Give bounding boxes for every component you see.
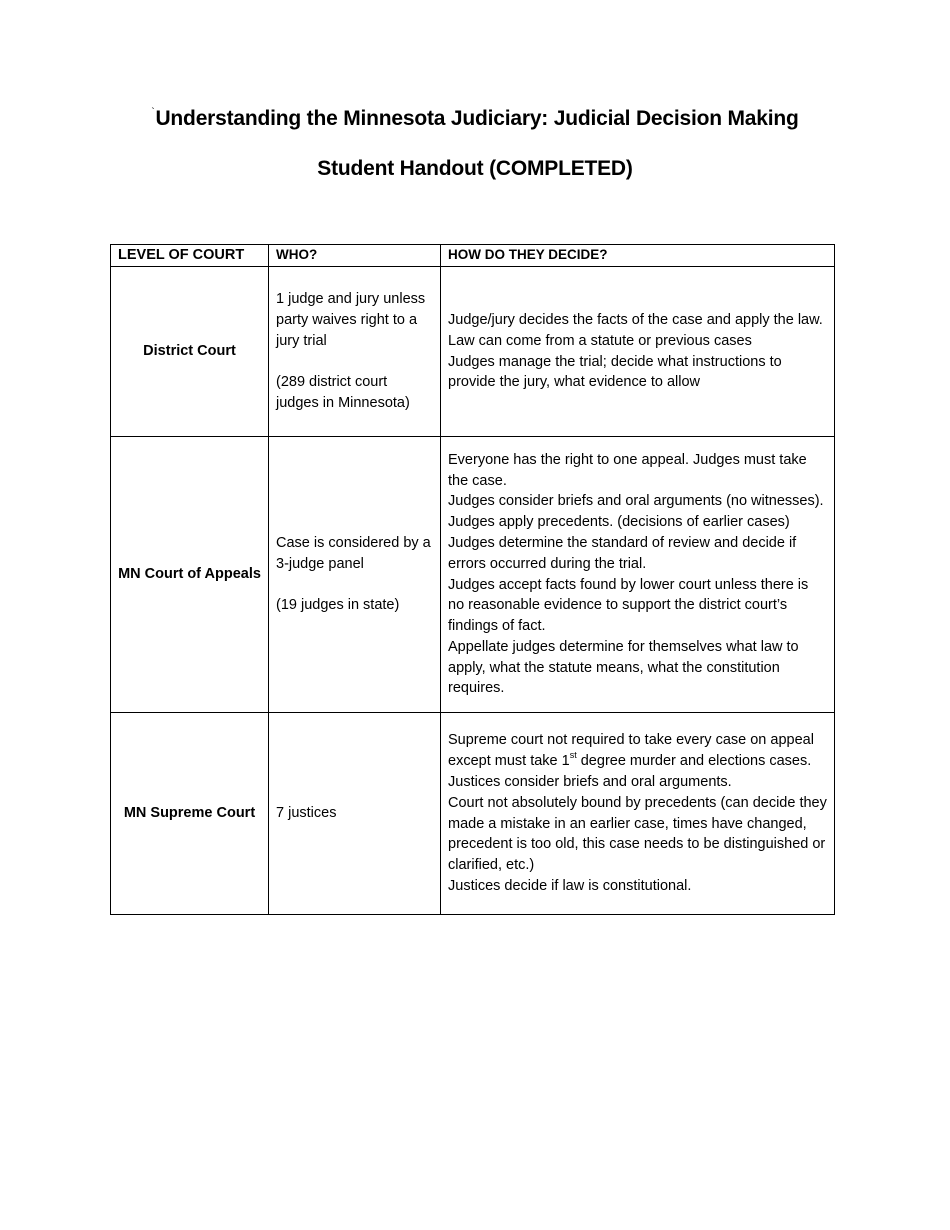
how-line: Law can come from a statute or previous cases — [448, 332, 752, 349]
handout-title — [0, 107, 950, 131]
level-cell: MN Court of Appeals — [111, 437, 269, 713]
table-row-supreme-court — [111, 713, 835, 915]
level-cell: District Court — [111, 267, 269, 437]
how-cell — [441, 713, 835, 915]
how-line: Everyone has the right to one appeal. Judges must take the case. — [448, 451, 807, 489]
how-line: Judges accept facts found by lower court unless there is no reasonable evidence to support the district court’s findings of fact. — [448, 576, 809, 635]
how-line: Justices consider briefs and oral arguments. — [448, 773, 732, 790]
how-cell — [441, 267, 835, 437]
how-line: Court not absolutely bound by precedents (can decide they made a mistake in an earlier case, times have changed, precedent is too old, this case needs to be distinguished or clarified, etc.) — [448, 794, 827, 874]
table-row-court-of-appeals — [111, 437, 835, 713]
who-text: Case is considered by a 3-judge panel — [276, 534, 431, 572]
how-line: Judges determine the standard of review and decide if errors occurred during the trial. — [448, 534, 797, 572]
level-cell: MN Supreme Court — [111, 713, 269, 915]
how-line: Judges consider briefs and oral arguments (no witnesses). — [448, 493, 824, 510]
table-header-row — [111, 245, 835, 267]
table-row-district-court — [111, 267, 835, 437]
title-mark: ` — [151, 107, 155, 118]
title-text: Understanding the Minnesota Judiciary: Judicial Decision Making — [155, 107, 799, 130]
header-who: WHO? — [269, 245, 441, 267]
who-text: 1 judge and jury unless party waives right to a jury trial — [276, 291, 426, 349]
header-how-do-they-decide: HOW DO THEY DECIDE? — [441, 245, 835, 267]
how-line: Judge/jury decides the facts of the case and apply the law. — [448, 311, 823, 328]
who-count-text: (289 district court judges in Minnesota) — [276, 374, 410, 412]
court-levels-table — [110, 244, 835, 915]
who-cell — [269, 437, 441, 713]
how-cell — [441, 437, 835, 713]
who-cell: 7 justices — [269, 713, 441, 915]
how-line: Judges apply precedents. (decisions of earlier cases) — [448, 514, 790, 531]
who-cell — [269, 267, 441, 437]
handout-subtitle: Student Handout (COMPLETED) — [317, 157, 633, 180]
how-line: Judges manage the trial; decide what instructions to provide the jury, what evidence to allow — [448, 353, 782, 391]
who-count-text: (19 judges in state) — [276, 597, 400, 614]
superscript-st: st — [569, 750, 577, 761]
how-line: Appellate judges determine for themselves what law to apply, what the statute means, what the constitution requires. — [448, 638, 799, 697]
header-level-of-court: LEVEL OF COURT — [111, 245, 269, 267]
how-line: Supreme court not required to take every case on appeal except must take 1st degree murder and elections cases. — [448, 732, 814, 770]
how-line: Justices decide if law is constitutional. — [448, 877, 692, 894]
